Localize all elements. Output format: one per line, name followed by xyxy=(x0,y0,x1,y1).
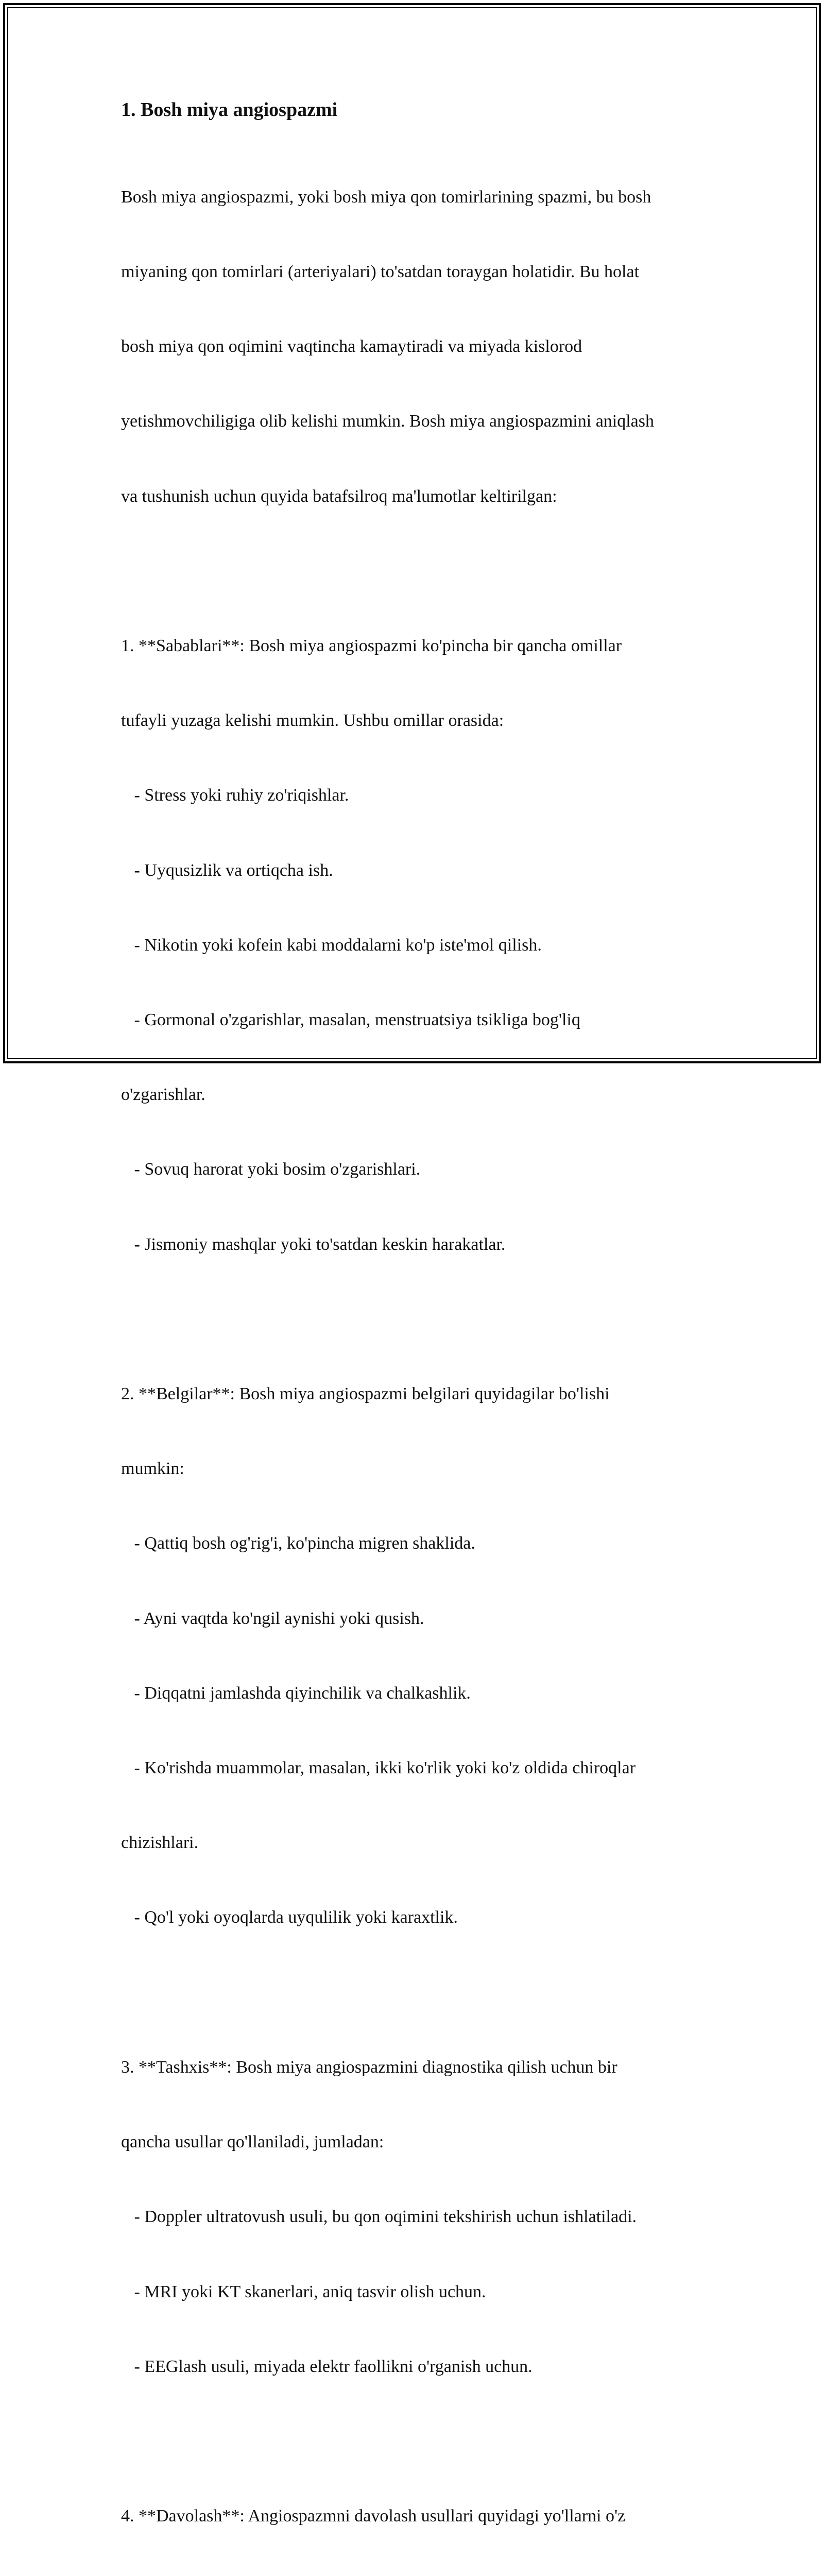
text-line: va tushunish uchun quyida batafsilroq ma'lumotlar keltirilgan: xyxy=(121,486,557,506)
document-title: 1. Bosh miya angiospazmi xyxy=(121,99,338,121)
blank-line xyxy=(121,2429,708,2454)
document-body xyxy=(121,96,708,2576)
list-item: - Sovuq harorat yoki bosim o'zgarishlari. xyxy=(121,1160,421,1179)
list-item: - EEGlash usuli, miyada elektr faollikni o'rganish uchun. xyxy=(121,2357,533,2376)
list-item: - Ko'rishda muammolar, masalan, ikki ko'rlik yoki ko'z oldida chiroqlar xyxy=(121,1758,636,1778)
list-item: - MRI yoki KT skanerlari, aniq tasvir olish uchun. xyxy=(121,2282,486,2301)
list-item: - Qo'l yoki oyoqlarda uyqulilik yoki karaxtlik. xyxy=(121,1908,458,1927)
text-line: yetishmovchiligiga olib kelishi mumkin. Bosh miya angiospazmini aniqlash xyxy=(121,412,655,431)
list-item: - Uyqusizlik va ortiqcha ish. xyxy=(121,860,333,880)
list-item: - Ayni vaqtda ko'ngil aynishi yoki qusish. xyxy=(121,1608,424,1628)
list-item: - Gormonal o'zgarishlar, masalan, menstruatsiya tsikliga bog'liq xyxy=(121,1010,580,1030)
text-line: 1. **Sabablari**: Bosh miya angiospazmi ko'pincha bir qancha omillar xyxy=(121,636,622,656)
list-item: - Qattiq bosh og'rig'i, ko'pincha migren shaklida. xyxy=(121,1534,475,1553)
list-item: - Stress yoki ruhiy zo'riqishlar. xyxy=(121,786,349,805)
text-line: 3. **Tashxis**: Bosh miya angiospazmini diagnostika qilish uchun bir xyxy=(121,2057,617,2077)
blank-line xyxy=(121,1307,708,1332)
document-text xyxy=(121,135,708,2576)
text-line: miyaning qon tomirlari (arteriyalari) to'satdan toraygan holatidir. Bu holat xyxy=(121,262,640,282)
list-item: - Doppler ultratovush usuli, bu qon oqimini tekshirish uchun ishlatiladi. xyxy=(121,2207,637,2227)
blank-line xyxy=(121,559,708,584)
list-item: - Diqqatni jamlashda qiyinchilik va chalkashlik. xyxy=(121,1683,471,1703)
list-item: - Nikotin yoki kofein kabi moddalarni ko'p iste'mol qilish. xyxy=(121,935,542,955)
text-line: Bosh miya angiospazmi, yoki bosh miya qon tomirlarining spazmi, bu bosh xyxy=(121,187,651,207)
blank-line xyxy=(121,1980,708,2005)
text-line: qancha usullar qo'llaniladi, jumladan: xyxy=(121,2132,384,2152)
text-line: 2. **Belgilar**: Bosh miya angiospazmi belgilari quyidagilar bo'lishi xyxy=(121,1384,610,1404)
text-line: mumkin: xyxy=(121,1459,184,1479)
list-item: - Jismoniy mashqlar yoki to'satdan keskin harakatlar. xyxy=(121,1234,506,1254)
text-line: o'zgarishlar. xyxy=(121,1085,205,1105)
text-line: bosh miya qon oqimini vaqtincha kamaytiradi va miyada kislorod xyxy=(121,337,582,357)
text-line: 4. **Davolash**: Angiospazmni davolash usullari quyidagi yo'llarni o'z xyxy=(121,2506,626,2526)
text-line: chizishlari. xyxy=(121,1833,199,1853)
text-line: tufayli yuzaga kelishi mumkin. Ushbu omillar orasida: xyxy=(121,711,504,731)
